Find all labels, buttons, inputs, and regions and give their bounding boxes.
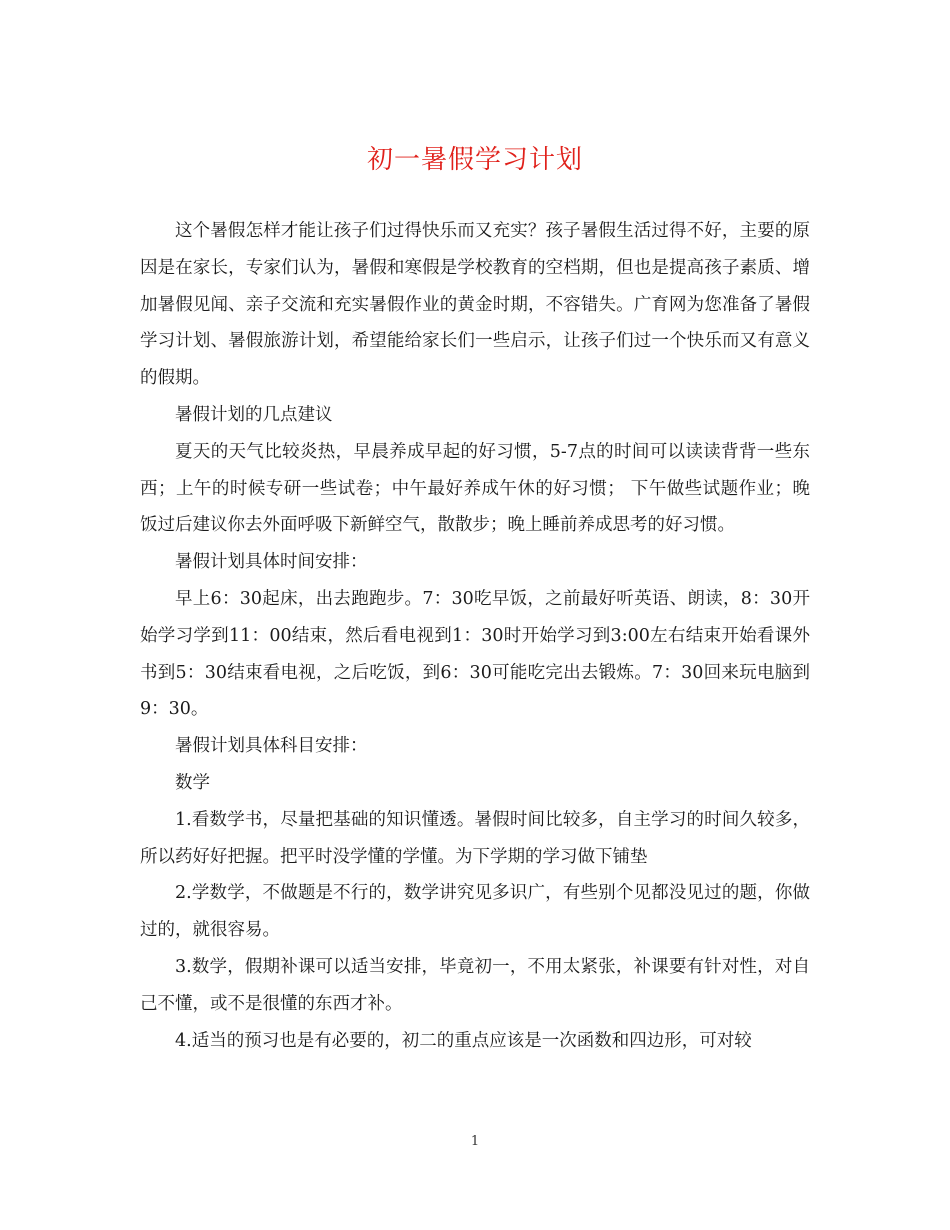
subject-heading-math: 数学 bbox=[175, 772, 210, 793]
section-heading-subjects: 暑假计划具体科目安排： bbox=[175, 736, 368, 757]
page-number: 1 bbox=[470, 1134, 480, 1149]
math-item-4: 4.适当的预习也是有必要的，初二的重点应该是一次函数和四边形，可对较 bbox=[175, 1030, 752, 1051]
schedule-paragraph: 早上6：30起床，出去跑跑步。7：30吃早饭，之前最好听英语、朗读，8：30开始学习学到11：00结束，然后看电视到1：30时开始学习到3:00左右结束开始看课外书到5：30结束看电视，之后吃饭，到6：30可能吃完出去锻炼。7：30回来玩电脑到9：30。 bbox=[140, 588, 810, 720]
math-item-1: 1.看数学书，尽量把基础的知识懂透。暑假时间比较多，自主学习的时间久较多，所以药好好把握。把平时没学懂的学懂。为下学期的学习做下铺垫 bbox=[140, 809, 810, 867]
section-heading-suggestions: 暑假计划的几点建议 bbox=[175, 404, 333, 425]
suggestions-paragraph: 夏天的天气比较炎热，早晨养成早起的好习惯，5-7点的时间可以读读背背一些东西；上午的时候专研一些试卷；中午最好养成午休的好习惯； 下午做些试题作业；晚饭过后建议你去外面呼吸下新鲜空气，散散步；晚上睡前养成思考的好习惯。 bbox=[140, 441, 810, 536]
document-title: 初一暑假学习计划 bbox=[366, 145, 583, 175]
math-item-2: 2.学数学，不做题是不行的，数学讲究见多识广，有些别个见都没见过的题，你做过的，就很容易。 bbox=[140, 883, 810, 941]
intro-paragraph: 这个暑假怎样才能让孩子们过得快乐而又充实？孩子暑假生活过得不好，主要的原因是在家长，专家们认为，暑假和寒假是学校教育的空档期，但也是提高孩子素质、增加暑假见闻、亲子交流和充实暑假作业的黄金时期，不容错失。广育网为您准备了暑假学习计划、暑假旅游计划，希望能给家长们一些启示，让孩子们过一个快乐而又有意义的假期。 bbox=[140, 221, 810, 389]
math-item-3: 3.数学，假期补课可以适当安排，毕竟初一，不用太紧张，补课要有针对性，对自己不懂，或不是很懂的东西才补。 bbox=[140, 956, 810, 1014]
section-heading-schedule: 暑假计划具体时间安排： bbox=[175, 552, 368, 573]
document-body bbox=[140, 213, 810, 1059]
